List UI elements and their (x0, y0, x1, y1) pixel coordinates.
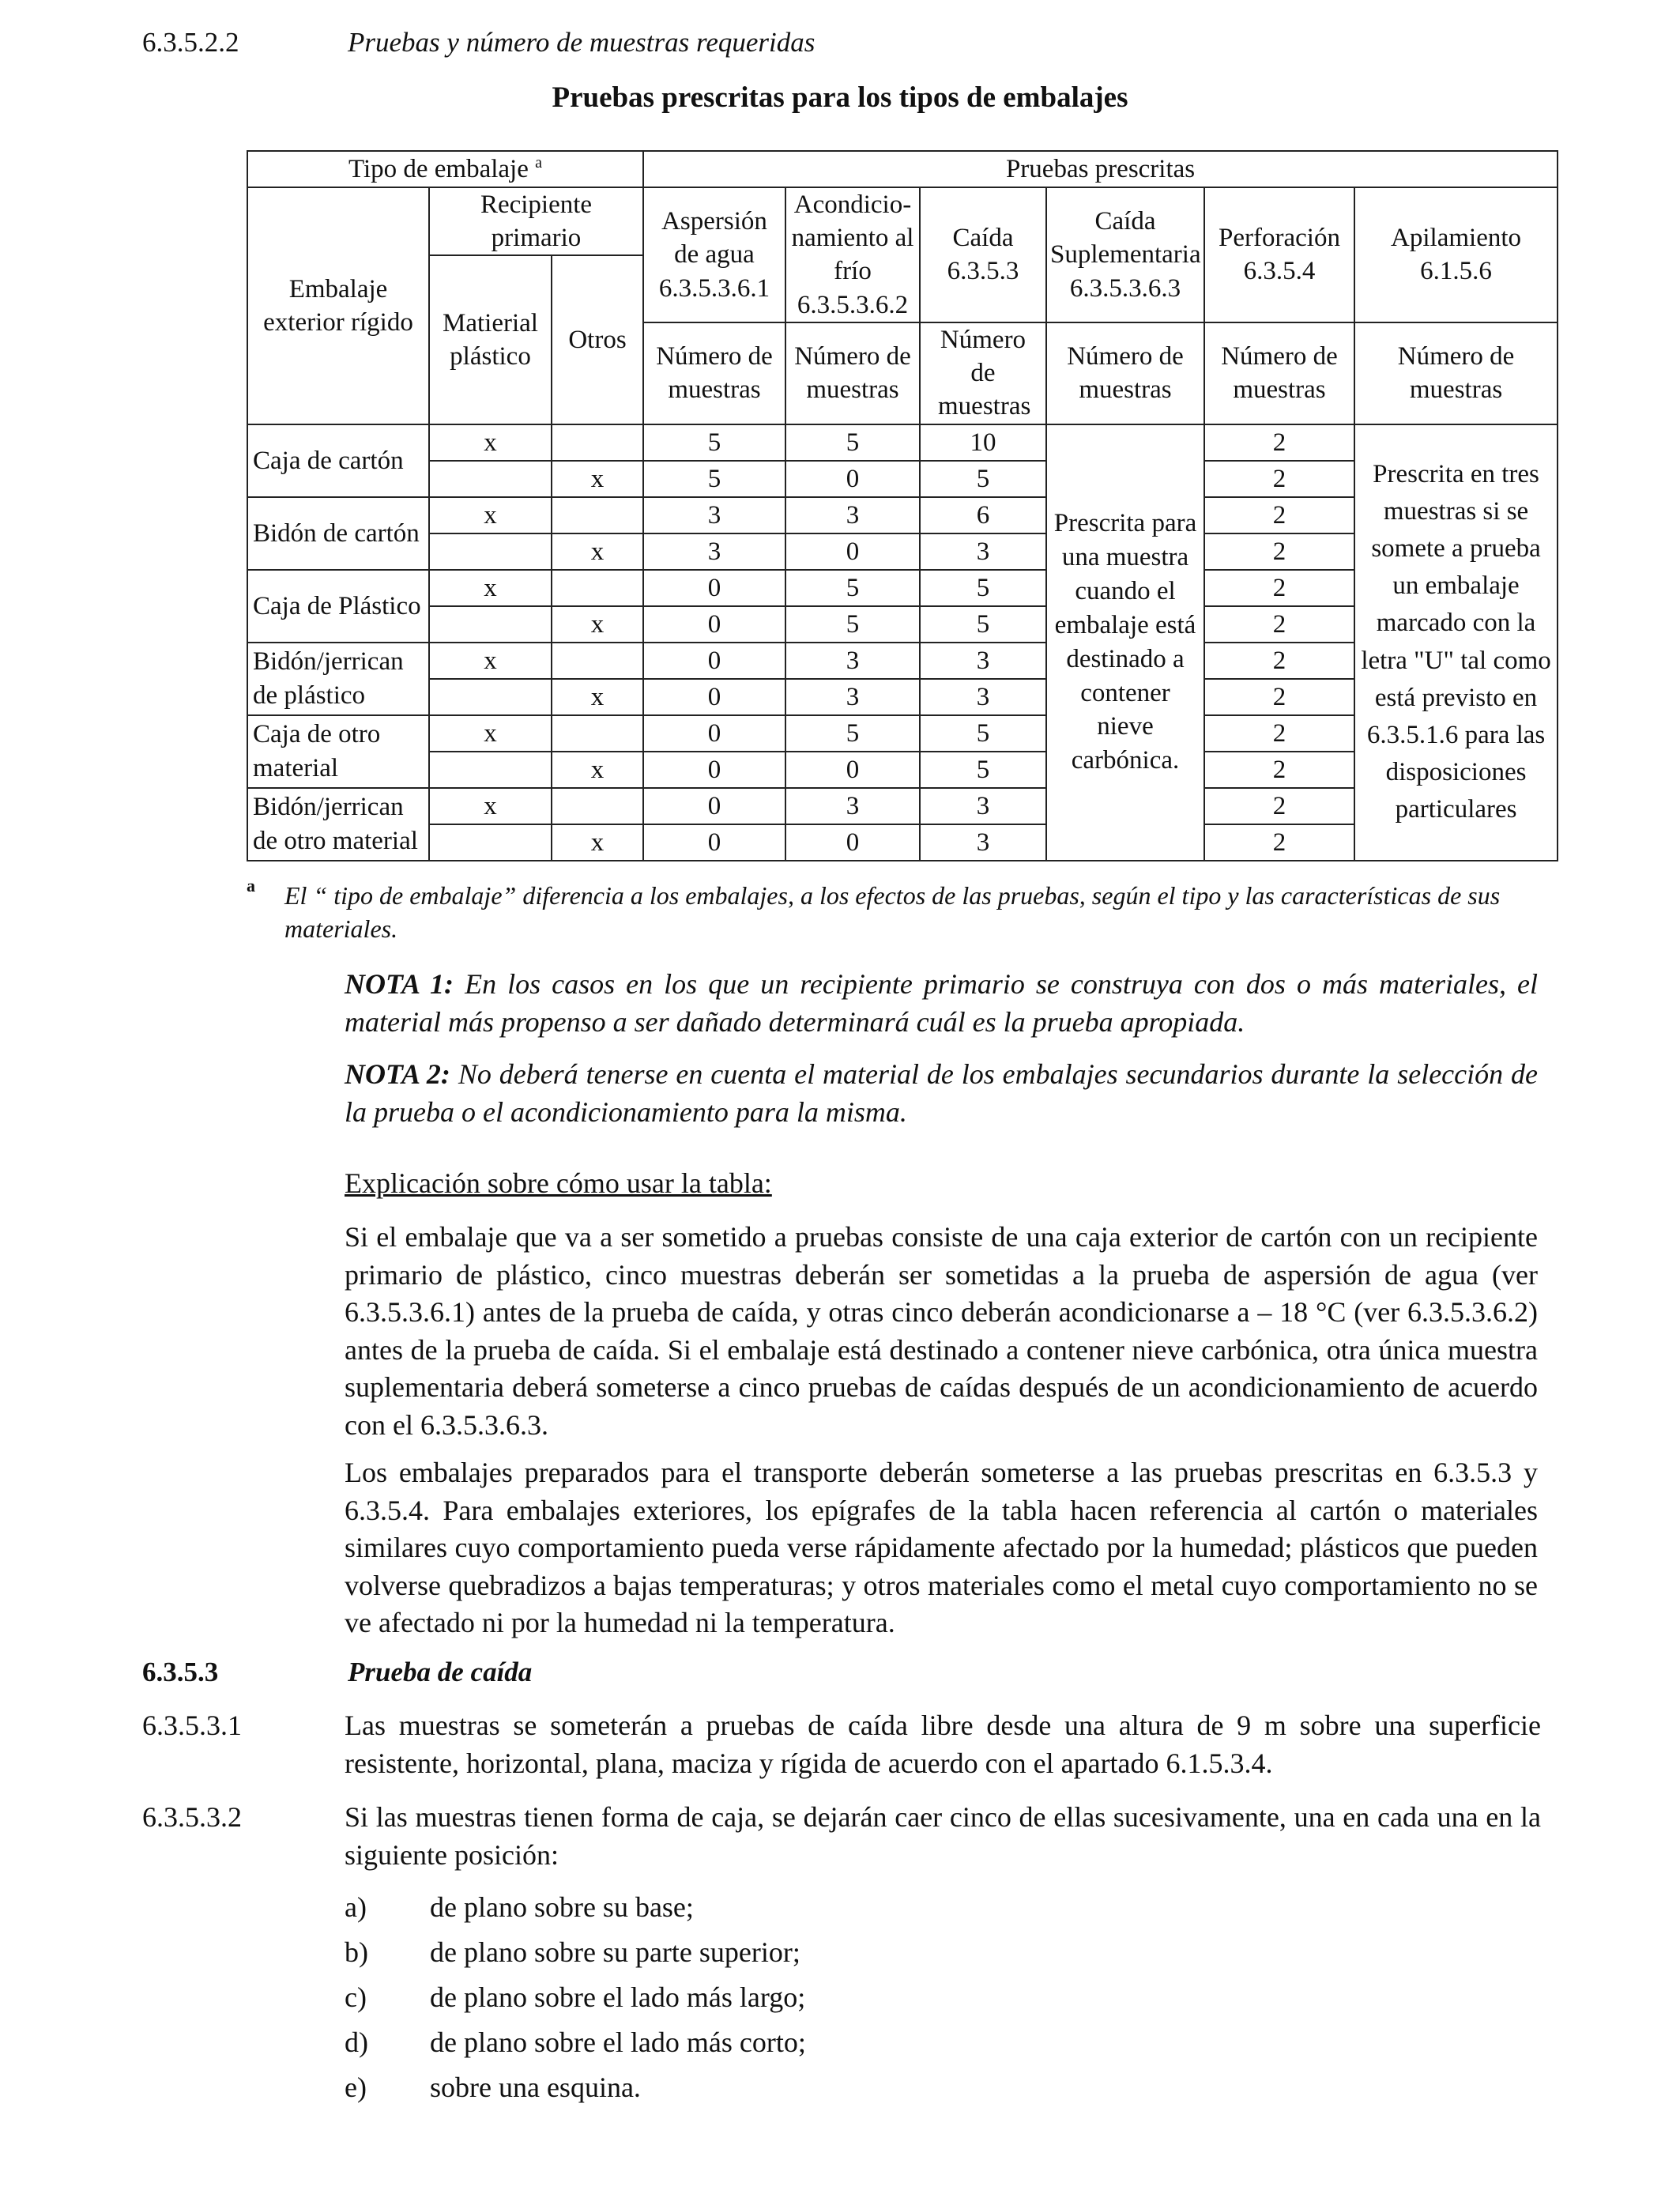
section-number: 6.3.5.2.2 (142, 27, 239, 58)
cell-plastico: x (429, 643, 552, 679)
cell-plastico (429, 606, 552, 643)
header-pruebas-prescritas: Pruebas prescritas (643, 151, 1558, 187)
clause-number: 6.3.5.3.2 (142, 1801, 242, 1833)
cell-plastico: x (429, 497, 552, 533)
cell-otros (552, 497, 643, 533)
cell-aspersion: 0 (643, 606, 785, 643)
cell-otros: x (552, 606, 643, 643)
explanation-paragraph-1: Si el embalaje que va a ser sometido a pruebas consiste de una caja exterior de cartón con un recipiente primario de plástico, cinco muestras deberán ser sometidas a la prueba de aspersión de agua (ver 6.3.5.3.6.1) antes de la prueba de caída, y otras cinco deberán acondicionarse a – 18 °C (ver 6.3.5.3.6.2) antes de la prueba de caída. Si el embalaje está destinado a contener nieve carbónica, otra única muestra suplementaria deberá someterse a cinco pruebas de caídas después de un acondicionamiento de acuerdo con el 6.3.5.3.6.3. (345, 1221, 1538, 1441)
header-numero-muestras: Número de muestras (785, 322, 920, 424)
cell-caida: 3 (920, 643, 1046, 679)
cell-frio: 0 (785, 533, 920, 570)
cell-perforacion: 2 (1204, 752, 1354, 788)
apilamiento-note: Prescrita en tres muestras si se somete a prueba un embalaje marcado con la letra "U" tal como está previsto en 6.3.5.1.6 para las disposiciones particulares (1354, 424, 1558, 861)
list-letter: d) (345, 2026, 368, 2058)
list-text: de plano sobre el lado más largo; (430, 1981, 806, 2013)
list-item (345, 1936, 1530, 1981)
cell-frio: 0 (785, 752, 920, 788)
list-item (345, 1981, 1530, 2026)
table-row (247, 424, 1558, 461)
list-item (345, 1891, 1530, 1936)
note-2 (345, 1056, 1538, 1131)
cell-aspersion: 0 (643, 643, 785, 679)
cell-plastico: x (429, 715, 552, 752)
clause-number: 6.3.5.3.1 (142, 1710, 242, 1741)
header-material-plastico: Matierial plástico (429, 255, 552, 424)
list-item (345, 2026, 1530, 2071)
cell-perforacion: 2 (1204, 824, 1354, 861)
cell-otros: x (552, 533, 643, 570)
section-6353-title: Prueba de caída (348, 1657, 533, 1687)
cell-aspersion: 3 (643, 497, 785, 533)
cell-caida: 5 (920, 606, 1046, 643)
cell-frio: 0 (785, 824, 920, 861)
cell-plastico: x (429, 424, 552, 461)
row-label: Caja de Plástico (247, 570, 429, 643)
cell-frio: 3 (785, 788, 920, 824)
explanation-heading: Explicación sobre cómo usar la tabla: (345, 1167, 772, 1199)
note-text: No deberá tenerse en cuenta el material de los embalajes secundarios durante la selección de la prueba o el acondicionamiento para la misma. (345, 1058, 1538, 1128)
cell-aspersion: 0 (643, 679, 785, 715)
header-perforacion: Perforación 6.3.5.4 (1204, 187, 1354, 322)
explanation-paragraph-2: Los embalajes preparados para el transporte deberán someterse a las pruebas prescritas en 6.3.5.3 y 6.3.5.4. Para embalajes exteriores, los epígrafes de la tabla hacen referencia al cartón o materiales similares cuyo comportamiento pueda verse rápidamente afectado por la humedad; plásticos que pueden volverse quebradizos a bajas temperaturas; y otros materiales como el metal cuyo comportamiento no se ve afectado ni por la humedad ni la temperatura. (345, 1457, 1538, 1639)
note-label: NOTA 2: (345, 1058, 450, 1090)
cell-otros: x (552, 824, 643, 861)
cell-perforacion: 2 (1204, 788, 1354, 824)
cell-caida: 3 (920, 679, 1046, 715)
cell-plastico: x (429, 570, 552, 606)
cell-frio: 5 (785, 424, 920, 461)
cell-otros: x (552, 752, 643, 788)
cell-perforacion: 2 (1204, 643, 1354, 679)
tests-table (247, 150, 1558, 861)
cell-aspersion: 5 (643, 461, 785, 497)
header-recipiente-primario: Recipiente primario (429, 187, 643, 255)
list-letter: b) (345, 1936, 368, 1968)
cell-frio: 0 (785, 461, 920, 497)
cell-caida: 3 (920, 824, 1046, 861)
cell-otros (552, 424, 643, 461)
cell-plastico (429, 533, 552, 570)
header-aspersion: Aspersión de agua 6.3.5.3.6.1 (643, 187, 785, 322)
positions-list (345, 1891, 1530, 2116)
cell-plastico (429, 824, 552, 861)
cell-plastico (429, 752, 552, 788)
footnote-mark: a (247, 876, 255, 895)
cell-frio: 3 (785, 679, 920, 715)
row-label: Bidón/jerrican de plástico (247, 643, 429, 715)
cell-aspersion: 5 (643, 424, 785, 461)
cell-aspersion: 0 (643, 715, 785, 752)
cell-perforacion: 2 (1204, 679, 1354, 715)
header-caida: Caída 6.3.5.3 (920, 187, 1046, 322)
cell-frio: 3 (785, 497, 920, 533)
cell-otros: x (552, 461, 643, 497)
cell-perforacion: 2 (1204, 497, 1354, 533)
cell-caida: 3 (920, 533, 1046, 570)
cell-frio: 5 (785, 715, 920, 752)
list-letter: c) (345, 1981, 367, 2013)
row-label: Bidón de cartón (247, 497, 429, 570)
cell-perforacion: 2 (1204, 715, 1354, 752)
cell-caida: 5 (920, 461, 1046, 497)
table-footnote (247, 876, 1558, 945)
clause-text: Las muestras se someterán a pruebas de caída libre desde una altura de 9 m sobre una superficie resistente, horizontal, plana, maciza y rígida de acuerdo con el apartado 6.1.5.3.4. (345, 1710, 1541, 1779)
header-tipo-embalaje: Tipo de embalaje $^a$ (247, 151, 643, 187)
header-embalaje-exterior: Embalaje exterior rígido (247, 187, 429, 424)
cell-plastico (429, 679, 552, 715)
row-label: Bidón/jerrican de otro material (247, 788, 429, 861)
cell-aspersion: 0 (643, 752, 785, 788)
header-numero-muestras: Número de muestras (643, 322, 785, 424)
cell-otros (552, 570, 643, 606)
cell-plastico (429, 461, 552, 497)
cell-frio: 3 (785, 643, 920, 679)
cell-caida: 10 (920, 424, 1046, 461)
cell-aspersion: 3 (643, 533, 785, 570)
list-item (345, 2071, 1530, 2116)
list-text: de plano sobre el lado más corto; (430, 2026, 806, 2058)
cell-caida: 5 (920, 715, 1046, 752)
list-text: de plano sobre su base; (430, 1891, 694, 1923)
list-letter: e) (345, 2071, 367, 2103)
header-apilamiento: Apilamiento 6.1.5.6 (1354, 187, 1558, 322)
cell-frio: 5 (785, 570, 920, 606)
cell-aspersion: 0 (643, 570, 785, 606)
cell-otros: x (552, 679, 643, 715)
caida-suplementaria-note: Prescrita para una muestra cuando el embalaje está destinado a contener nieve carbónica. (1046, 424, 1204, 861)
section-6353-number: 6.3.5.3 (142, 1657, 219, 1687)
clause-6-3-5-3-1 (142, 1707, 1541, 1782)
cell-perforacion: 2 (1204, 461, 1354, 497)
cell-otros (552, 788, 643, 824)
header-numero-muestras: Número de muestras (920, 322, 1046, 424)
list-letter: a) (345, 1891, 367, 1923)
list-text: sobre una esquina. (430, 2071, 641, 2103)
cell-perforacion: 2 (1204, 570, 1354, 606)
cell-plastico: x (429, 788, 552, 824)
header-numero-muestras: Número de muestras (1354, 322, 1558, 424)
cell-perforacion: 2 (1204, 424, 1354, 461)
footnote-text: El “ tipo de embalaje” diferencia a los embalajes, a los efectos de las pruebas, según el tipo y las características de sus materiales. (284, 881, 1501, 944)
section-title: Pruebas y número de muestras requeridas (348, 27, 816, 58)
cell-perforacion: 2 (1204, 606, 1354, 643)
row-label: Caja de cartón (247, 424, 429, 497)
header-caida-suplementaria: Caída Suplementaria 6.3.5.3.6.3 (1046, 187, 1204, 322)
header-otros: Otros (552, 255, 643, 424)
cell-perforacion: 2 (1204, 533, 1354, 570)
cell-aspersion: 0 (643, 824, 785, 861)
note-label: NOTA 1: (345, 968, 454, 1000)
header-numero-muestras: Número de muestras (1204, 322, 1354, 424)
header-acondicionamiento: Acondicio-namiento al frío 6.3.5.3.6.2 (785, 187, 920, 322)
cell-frio: 5 (785, 606, 920, 643)
cell-caida: 5 (920, 570, 1046, 606)
table-title: Pruebas prescritas para los tipos de embalajes (552, 81, 1128, 114)
header-numero-muestras: Número de muestras (1046, 322, 1204, 424)
cell-caida: 3 (920, 788, 1046, 824)
list-text: de plano sobre su parte superior; (430, 1936, 800, 1968)
cell-caida: 6 (920, 497, 1046, 533)
note-text: En los casos en los que un recipiente primario se construya con dos o más materiales, el material más propenso a ser dañado determinará cuál es la prueba apropiada. (345, 968, 1539, 1038)
note-1 (345, 966, 1538, 1041)
cell-aspersion: 0 (643, 788, 785, 824)
cell-caida: 5 (920, 752, 1046, 788)
row-label: Caja de otro material (247, 715, 429, 788)
clause-text: Si las muestras tienen forma de caja, se dejarán caer cinco de ellas sucesivamente, una en cada una en la siguiente posición: (345, 1801, 1541, 1871)
cell-otros (552, 715, 643, 752)
clause-6-3-5-3-2 (142, 1799, 1541, 1874)
cell-otros (552, 643, 643, 679)
